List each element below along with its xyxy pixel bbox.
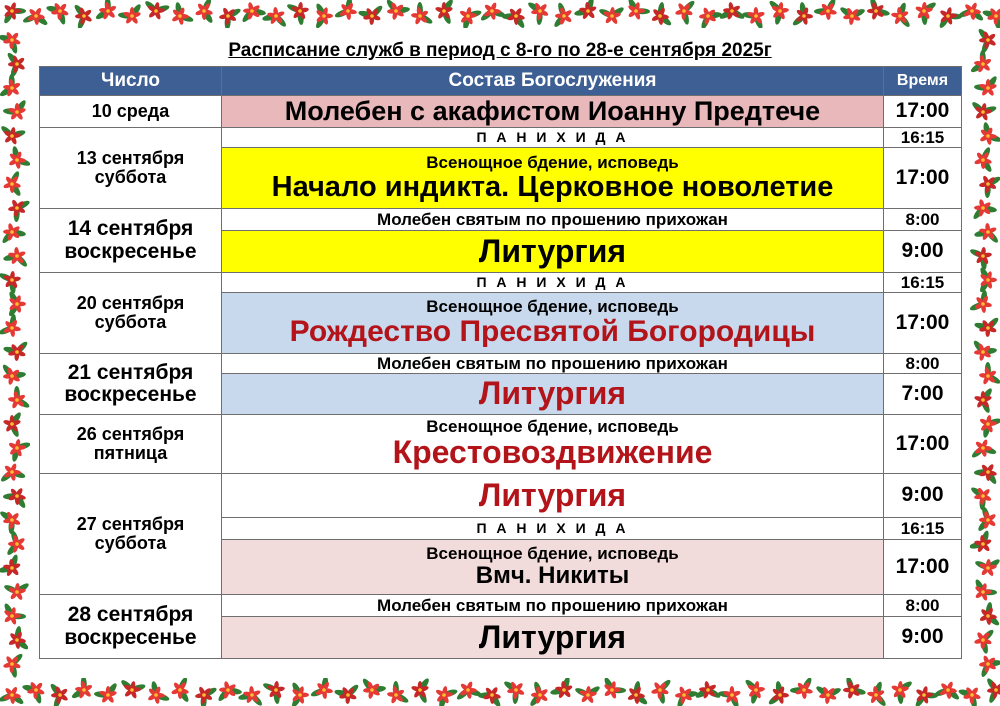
poinsettia-icon [627,681,649,706]
poinsettia-icon [7,290,26,317]
time-cell: 8:00 [884,209,962,231]
day-cell: 27 сентября суббота [40,474,222,595]
poinsettia-icon [891,2,912,28]
poinsettia-icon [979,122,1000,146]
floral-border-left [0,0,30,706]
poinsettia-icon [915,1,937,25]
poinsettia-icon [171,2,194,26]
poinsettia-icon [262,7,288,28]
poinsettia-icon [815,685,842,705]
poinsettia-icon [8,439,30,463]
poinsettia-icon [385,0,410,20]
poinsettia-icon [502,7,526,28]
poinsettia-icon [46,2,70,25]
poinsettia-icon [791,2,813,27]
poinsettia-icon [0,74,21,98]
poinsettia-icon [411,678,431,704]
poinsettia-icon [334,683,360,704]
poinsettia-icon [574,685,601,704]
service-cell: Всенощное бдение, исповедь Вмч. Никиты [222,540,884,595]
poinsettia-icon [3,487,27,509]
poinsettia-icon [455,681,482,702]
poinsettia-icon [938,7,962,28]
time-cell: 9:00 [884,617,962,659]
poinsettia-icon [478,686,502,706]
poinsettia-icon [744,678,765,704]
poinsettia-icon [120,678,147,699]
poinsettia-icon [6,530,26,557]
day-cell: 26 сентября пятница [40,415,222,474]
poinsettia-icon [387,681,410,704]
poinsettia-icon [979,362,1000,385]
time-cell: 9:00 [884,231,962,273]
poinsettia-icon [598,6,625,25]
poinsettia-icon [867,681,888,706]
service-cell: П А Н И Х И Д А [222,518,884,540]
poinsettia-icon [334,0,357,20]
poinsettia-icon [195,686,218,706]
floral-border-right [970,0,1000,706]
day-cell: 21 сентября воскресенье [40,354,222,415]
poinsettia-icon [3,340,29,361]
poinsettia-icon [503,680,525,704]
service-cell: Литургия [222,617,884,659]
poinsettia-icon [49,682,69,706]
poinsettia-icon [934,681,961,701]
poinsettia-icon [262,681,285,704]
service-cell: Литургия [222,374,884,415]
poinsettia-icon [0,554,21,577]
poinsettia-icon [814,0,837,20]
service-cell: Молебен святым по прошению прихожан [222,209,884,231]
poinsettia-icon [974,146,994,173]
poinsettia-icon [0,31,21,54]
poinsettia-icon [651,678,672,704]
poinsettia-icon [974,463,998,485]
poinsettia-icon [974,578,997,601]
poinsettia-icon [241,2,267,24]
poinsettia-icon [574,0,597,20]
poinsettia-icon [979,175,1000,198]
poinsettia-icon [171,678,191,703]
poinsettia-icon [144,0,171,20]
poinsettia-icon [358,4,384,25]
header-service: Состав Богослужения [222,67,884,96]
time-cell: 9:00 [884,474,962,518]
time-cell: 17:00 [884,148,962,209]
day-cell: 10 среда [40,96,222,128]
poinsettia-icon [979,655,1000,678]
poinsettia-icon [0,510,21,534]
poinsettia-icon [974,75,999,97]
poinsettia-icon [71,678,93,700]
poinsettia-icon [977,27,997,54]
poinsettia-icon [974,316,1000,337]
poinsettia-icon [219,7,242,28]
poinsettia-icon [971,100,998,121]
poinsettia-icon [361,678,386,699]
poinsettia-icon [3,99,28,121]
poinsettia-icon [310,678,333,699]
schedule-title: Расписание служб в период с 8-го по 28-е сентября 2025г [228,40,772,61]
poinsettia-icon [675,0,696,25]
service-cell: П А Н И Х И Д А [222,273,884,293]
day-cell: 20 сентября суббота [40,273,222,354]
poinsettia-icon [95,0,117,21]
time-cell: 17:00 [884,415,962,474]
floral-border-top [0,0,1000,28]
time-cell: 17:00 [884,96,962,128]
day-cell: 28 сентября воскресенье [40,595,222,659]
poinsettia-icon [435,686,458,706]
poinsettia-icon [0,314,21,338]
poinsettia-icon [914,686,938,706]
time-cell: 16:15 [884,518,962,540]
poinsettia-icon [742,7,766,28]
poinsettia-icon [627,0,650,20]
service-cell: Молебен святым по прошению прихожан [222,354,884,374]
poinsettia-icon [411,2,434,25]
poinsettia-icon [3,582,30,601]
poinsettia-icon [979,415,1000,439]
poinsettia-icon [1,363,26,385]
poinsettia-icon [767,681,789,706]
poinsettia-icon [479,2,506,23]
service-cell: Литургия [222,231,884,273]
poinsettia-icon [217,681,243,703]
poinsettia-icon [718,2,745,21]
day-cell: 13 сентября суббота [40,128,222,209]
poinsettia-icon [8,199,30,222]
poinsettia-icon [978,266,997,293]
poinsettia-icon [459,7,482,28]
poinsettia-icon [8,626,30,651]
poinsettia-icon [73,3,93,28]
service-cell: Молебен святым по прошению прихожан [222,595,884,617]
poinsettia-icon [529,681,549,706]
poinsettia-icon [3,411,23,438]
time-cell: 17:00 [884,540,962,595]
poinsettia-icon [3,247,29,268]
poinsettia-icon [977,506,997,533]
poinsettia-icon [790,678,813,699]
header-day: Число [40,67,222,96]
poinsettia-icon [699,7,722,28]
poinsettia-icon [891,680,913,704]
time-cell: 16:15 [884,128,962,148]
poinsettia-icon [195,0,215,24]
poinsettia-icon [839,6,866,26]
poinsettia-icon [0,463,26,484]
poinsettia-icon [972,199,998,221]
service-cell: Литургия [222,474,884,518]
poinsettia-icon [970,439,997,460]
schedule-table [39,66,962,659]
time-cell: 17:00 [884,293,962,354]
poinsettia-icon [675,686,698,706]
poinsettia-icon [0,124,26,145]
poinsettia-icon [1,223,27,245]
poinsettia-icon [718,686,742,706]
poinsettia-icon [94,682,119,704]
poinsettia-icon [3,602,26,625]
poinsettia-icon [238,686,264,706]
service-cell: Всенощное бдение, исповедь Рождество Пресвятой Богородицы [222,293,884,354]
time-cell: 7:00 [884,374,962,415]
poinsettia-icon [970,530,992,553]
poinsettia-icon [314,2,333,28]
poinsettia-icon [8,146,30,170]
poinsettia-icon [3,170,23,197]
poinsettia-icon [843,678,866,699]
time-cell: 16:15 [884,273,962,293]
poinsettia-icon [974,387,994,414]
service-cell: Всенощное бдение, исповедь Крестовоздвижение [222,415,884,474]
day-cell: 14 сентября воскресенье [40,209,222,273]
poinsettia-icon [979,602,1000,627]
poinsettia-icon [0,271,21,294]
poinsettia-icon [768,0,789,25]
time-cell: 8:00 [884,595,962,617]
poinsettia-icon [694,681,721,700]
poinsettia-icon [435,0,455,25]
service-cell: П А Н И Х И Д А [222,128,884,148]
poinsettia-icon [974,628,995,654]
header-time: Время [884,67,962,96]
poinsettia-icon [974,558,1000,577]
floral-border-bottom [0,678,1000,706]
poinsettia-icon [527,1,549,25]
poinsettia-icon [286,2,309,25]
poinsettia-icon [553,2,573,28]
poinsettia-icon [867,0,890,20]
time-cell: 8:00 [884,354,962,374]
poinsettia-icon [290,681,309,706]
service-cell: Молебен с акафистом Иоанну Предтече [222,96,884,128]
poinsettia-icon [550,678,573,699]
poinsettia-icon [651,2,673,27]
poinsettia-icon [970,290,992,314]
poinsettia-icon [6,51,26,78]
poinsettia-icon [972,339,997,361]
poinsettia-icon [970,247,992,270]
poinsettia-icon [8,386,30,409]
poinsettia-icon [118,3,143,25]
poinsettia-icon [970,486,992,510]
service-cell: Всенощное бдение, исповедь Начало индикта. Церковное новолетие [222,148,884,209]
schedule-sheet [30,28,970,678]
poinsettia-icon [974,223,1000,244]
poinsettia-icon [970,50,992,74]
poinsettia-icon [3,652,24,678]
poinsettia-icon [603,678,626,699]
poinsettia-icon [147,681,170,705]
